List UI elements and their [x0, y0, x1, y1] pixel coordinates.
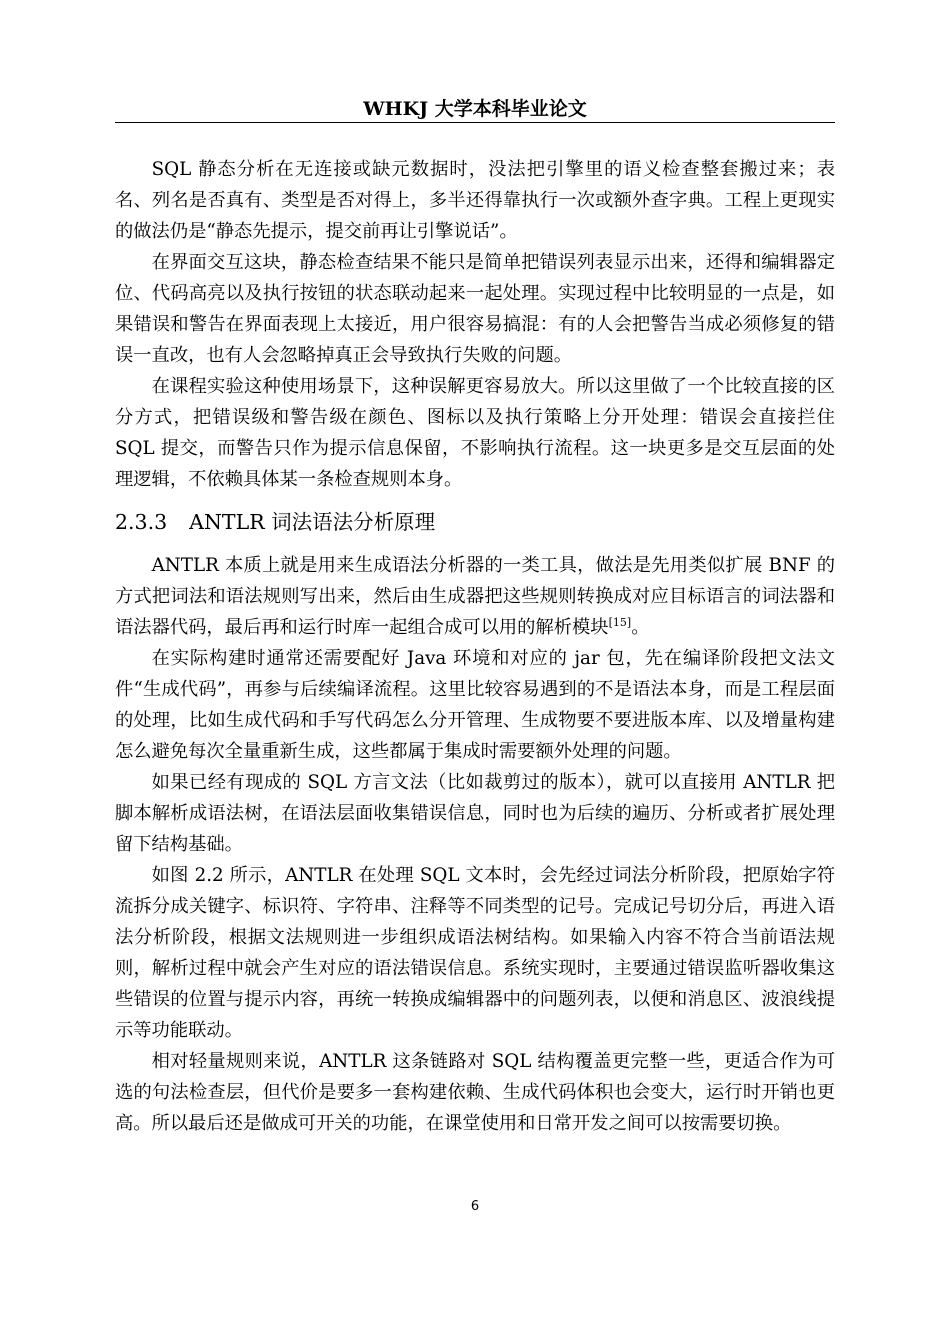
paragraph: 如果已经有现成的 SQL 方言文法（比如裁剪过的版本），就可以直接用 ANTLR 把脚本解析成语法树，在语法层面收集错误信息，同时也为后续的遍历、分析或者扩展处理留下结构基础。: [115, 772, 835, 855]
body-content: [115, 154, 835, 1139]
section-heading: [115, 507, 835, 538]
section-title: ANTLR 词法语法分析原理: [189, 510, 436, 534]
citation-reference: [15]: [608, 615, 632, 629]
paragraph: 在实际构建时通常还需要配好 Java 环境和对应的 jar 包，先在编译阶段把文法文件“生成代码”，再参与后续编译流程。这里比较容易遇到的不是语法本身，而是工程层面的处理，比如生成代码和手写代码怎么分开管理、生成物要不要进版本库、以及增量构建怎么避免每次全量重新生成，这些都属于集成时需要额外处理的问题。: [115, 648, 835, 762]
paragraph: [115, 550, 835, 643]
page-number: 6: [470, 1199, 480, 1214]
paragraph: 在界面交互这块，静态检查结果不能只是简单把错误列表显示出来，还得和编辑器定位、代码高亮以及执行按钮的状态联动起来一起处理。实现过程中比较明显的一点是，如果错误和警告在界面表现上太接近，用户很容易搞混：有的人会把警告当成必须修复的错误一直改，也有人会忽略掉真正会导致执行失败的问题。: [115, 252, 835, 366]
paragraph: 如图 2.2 所示，ANTLR 在处理 SQL 文本时，会先经过词法分析阶段，把原始字符流拆分成关键字、标识符、字符串、注释等不同类型的记号。完成记号切分后，再进入语法分析阶段，根据文法规则进一步组织成语法树结构。如果输入内容不符合当前语法规则，解析过程中就会产生对应的语法错误信息。系统实现时，主要通过错误监听器收集这些错误的位置与提示内容，再统一转换成编辑器中的问题列表，以便和消息区、波浪线提示等功能联动。: [115, 865, 835, 1041]
paragraph: SQL 静态分析在无连接或缺元数据时，没法把引擎里的语义检查整套搬过来；表名、列名是否真有、类型是否对得上，多半还得靠执行一次或额外查字典。工程上更现实的做法仍是“静态先提示，提交前再让引擎说话”。: [115, 159, 835, 242]
paragraph-end: 。: [631, 617, 650, 638]
paragraph-text: ANTLR 本质上就是用来生成语法分析器的一类工具，做法是先用类似扩展 BNF 的方式把词法和语法规则写出来，然后由生成器把这些规则转换成对应目标语言的词法器和语法器代码，最后再和运行时库一起组合成可以用的解析模块: [115, 555, 835, 638]
section-number: 2.3.3: [115, 510, 168, 534]
running-header: WHKJ 大学本科毕业论文: [363, 98, 587, 120]
paragraph: 相对轻量规则来说，ANTLR 这条链路对 SQL 结构覆盖更完整一些，更适合作为可选的句法检查层，但代价是要多一套构建依赖、生成代码体积也会变大，运行时开销也更高。所以最后还是做成可开关的功能，在课堂使用和日常开发之间可以按需要切换。: [115, 1051, 835, 1134]
paragraph: 在课程实验这种使用场景下，这种误解更容易放大。所以这里做了一个比较直接的区分方式，把错误级和警告级在颜色、图标以及执行策略上分开处理：错误会直接拦住 SQL 提交，而警告只作为提示信息保留，不影响执行流程。这一块更多是交互层面的处理逻辑，不依赖具体某一条检查规则本身。: [115, 376, 835, 490]
header-divider: [115, 122, 835, 123]
